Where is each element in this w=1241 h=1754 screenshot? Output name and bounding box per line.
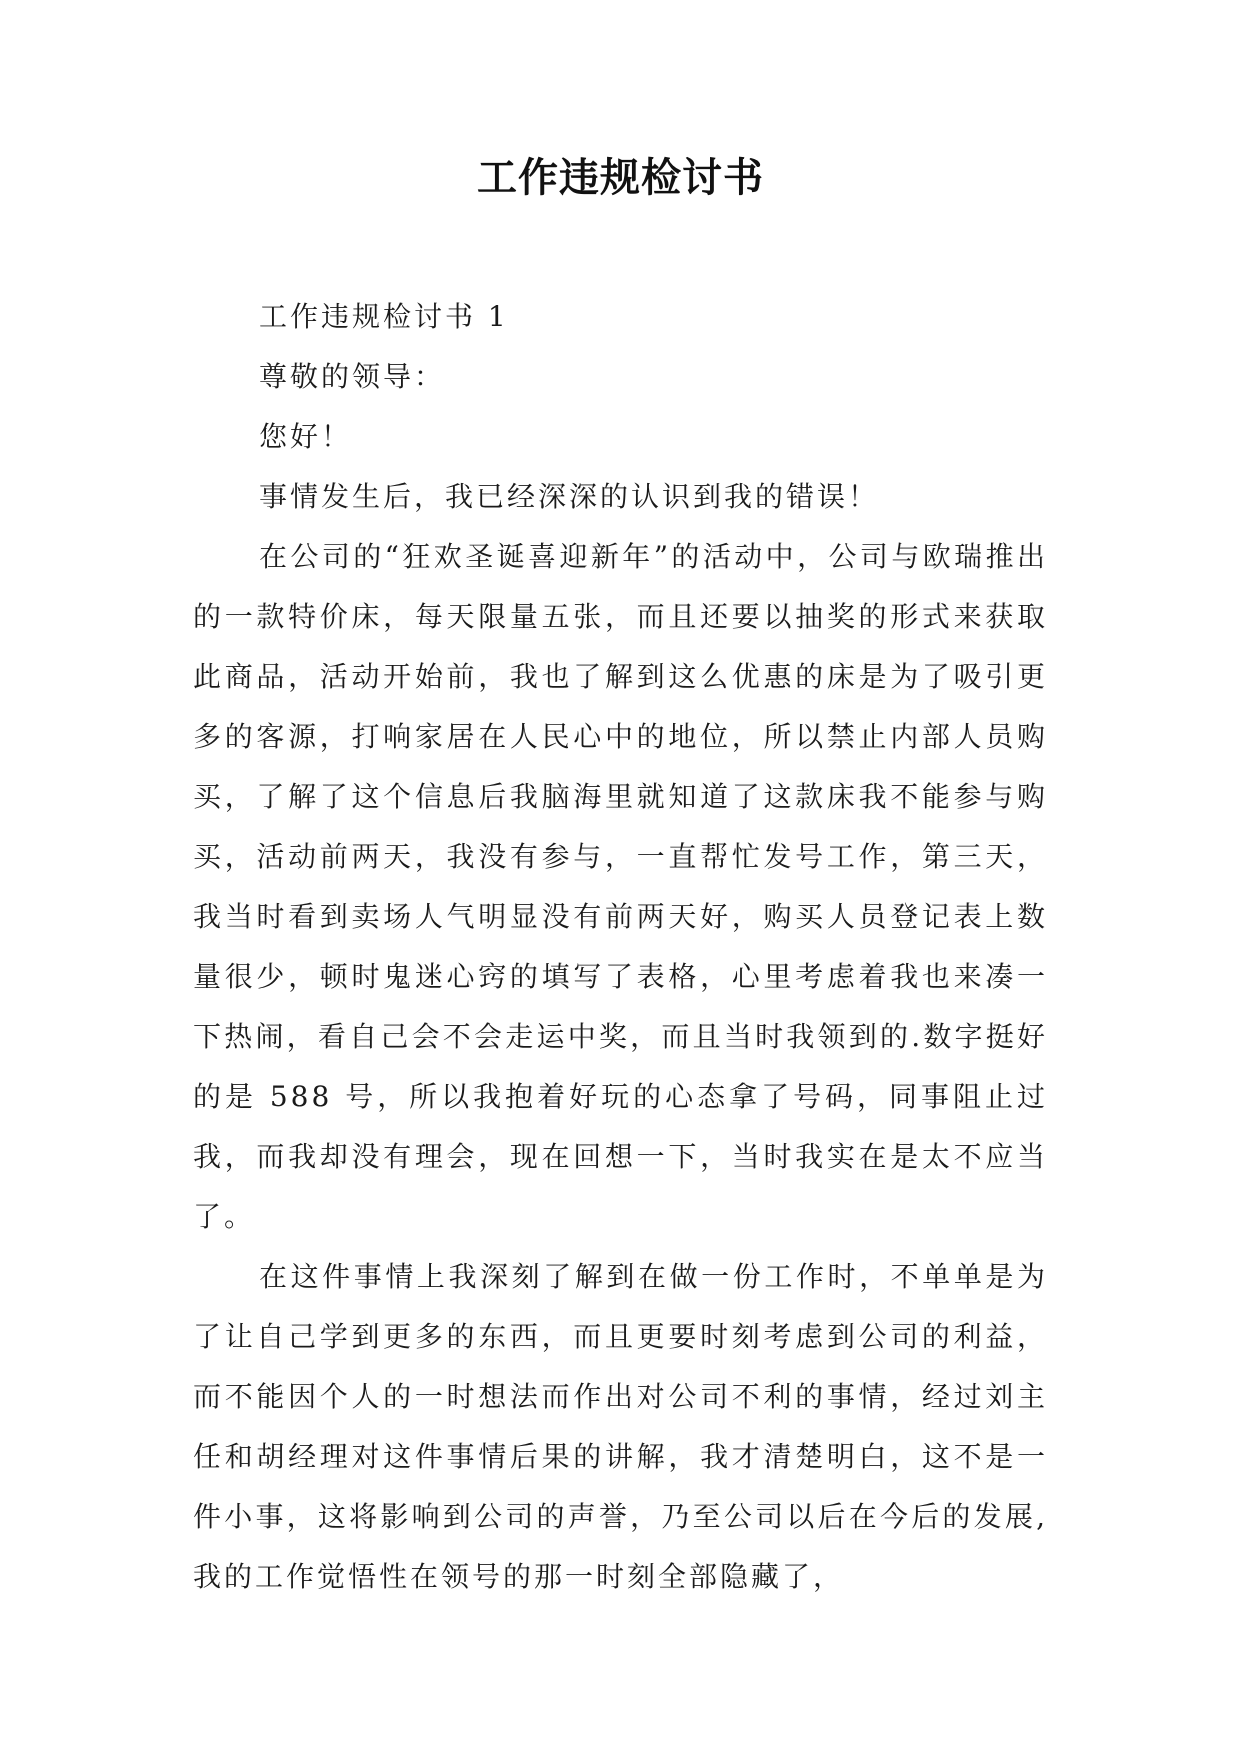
greeting: 您好！ <box>259 420 353 453</box>
section-heading: 工作违规检讨书 1 <box>259 300 509 333</box>
salutation: 尊敬的领导： <box>259 360 446 393</box>
body-paragraph: 事情发生后，我已经深深的认识到我的错误！ <box>259 480 880 513</box>
document-body <box>193 287 1048 1607</box>
body-paragraph: 在这件事情上我深刻了解到在做一份工作时，不单单是为了让自己学到更多的东西，而且更要时刻考虑到公司的利益，而不能因个人的一时想法而作出对公司不利的事情，经过刘主任和胡经理对这件事情后果的讲解，我才清楚明白，这不是一件小事，这将影响到公司的声誉，乃至公司以后在今后的发展,我的工作觉悟性在领号的那一时刻全部隐藏了， <box>193 1260 1048 1593</box>
document-title: 工作违规检讨书 <box>477 154 764 201</box>
body-paragraph: 在公司的“狂欢圣诞喜迎新年”的活动中，公司与欧瑞推出的一款特价床，每天限量五张，而且还要以抽奖的形式来获取此商品，活动开始前，我也了解到这么优惠的床是为了吸引更多的客源，打响家居在人民心中的地位，所以禁止内部人员购买，了解了这个信息后我脑海里就知道了这款床我不能参与购买，活动前两天，我没有参与，一直帮忙发号工作，第三天，我当时看到卖场人气明显没有前两天好，购买人员登记表上数量很少，顿时鬼迷心窍的填写了表格，心里考虑着我也来凑一下热闹，看自己会不会走运中奖，而且当时我领到的.数字挺好的是 588 号，所以我抱着好玩的心态拿了号码，同事阻止过我，而我却没有理会，现在回想一下，当时我实在是太不应当了。 <box>193 540 1048 1233</box>
